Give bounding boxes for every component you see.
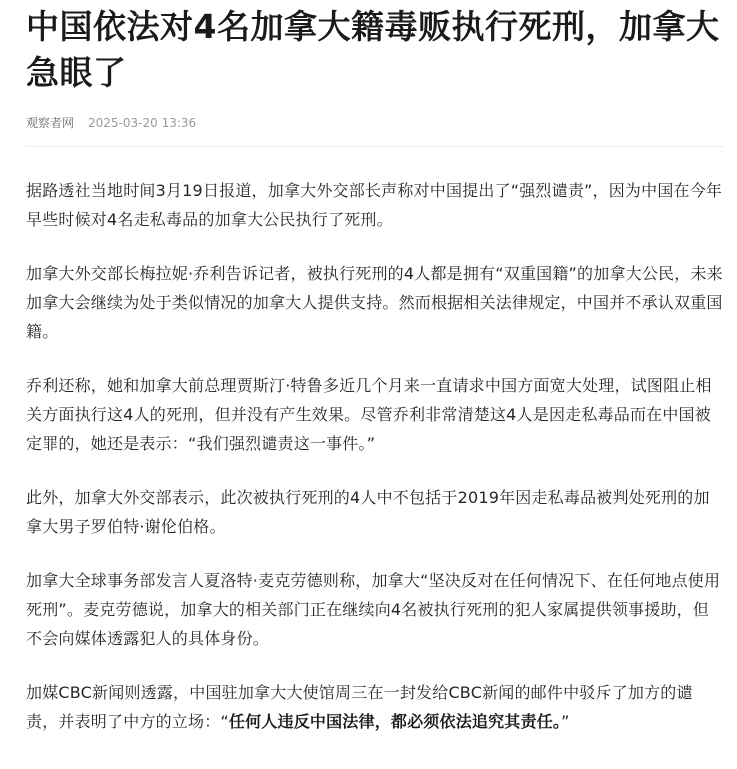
paragraph-1 xyxy=(26,176,723,234)
article-body xyxy=(26,176,723,736)
paragraph-text: 加拿大全球事务部发言人夏洛特·麦克劳德则称，加拿大“坚决反对在任何情况下、在任何地点使用死刑”。麦克劳德说，加拿大的相关部门正在继续向4名被执行死刑的犯人家属提供领事援助，但不会向媒体透露犯人的具体身份。 xyxy=(26,571,721,648)
article-meta xyxy=(26,112,723,134)
paragraph-tail: ” xyxy=(561,712,570,731)
paragraph-text: 加拿大外交部长梅拉妮·乔利告诉记者，被执行死刑的4人都是拥有“双重国籍”的加拿大公民，未来加拿大会继续为处于类似情况的加拿大人提供支持。然而根据相关法律规定，中国并不承认双重国籍。 xyxy=(26,264,723,341)
paragraph-6 xyxy=(26,678,723,736)
paragraph-text: 乔利还称，她和加拿大前总理贾斯汀·特鲁多近几个月来一直请求中国方面宽大处理，试图阻止相关方面执行这4人的死刑，但并没有产生效果。尽管乔利非常清楚这4人是因走私毒品而在中国被定罪的，她还是表示：“我们强烈谴责这一事件。” xyxy=(26,376,712,453)
paragraph-5 xyxy=(26,566,723,653)
paragraph-3 xyxy=(26,371,723,458)
article-datetime: 2025-03-20 13:36 xyxy=(88,116,197,130)
paragraph-text: 此外，加拿大外交部表示，此次被执行死刑的4人中不包括于2019年因走私毒品被判处死刑的加拿大男子罗伯特·谢伦伯格。 xyxy=(26,488,710,536)
meta-divider xyxy=(26,146,723,147)
paragraph-2 xyxy=(26,259,723,346)
paragraph-text: 加媒CBC新闻则透露，中国驻加拿大大使馆周三在一封发给CBC新闻的邮件中驳斥了加方的谴责，并表明了中方的立场：“ xyxy=(26,683,693,731)
paragraph-4 xyxy=(26,483,723,541)
article-source: 观察者网 xyxy=(26,116,75,130)
article-title: 中国依法对4名加拿大籍毒贩执行死刑，加拿大急眼了 xyxy=(26,7,720,92)
paragraph-emphasis: 任何人违反中国法律，都必须依法追究其责任。 xyxy=(228,712,562,731)
paragraph-text: 据路透社当地时间3月19日报道，加拿大外交部长声称对中国提出了“强烈谴责”，因为中国在今年早些时候对4名走私毒品的加拿大公民执行了死刑。 xyxy=(26,181,723,229)
